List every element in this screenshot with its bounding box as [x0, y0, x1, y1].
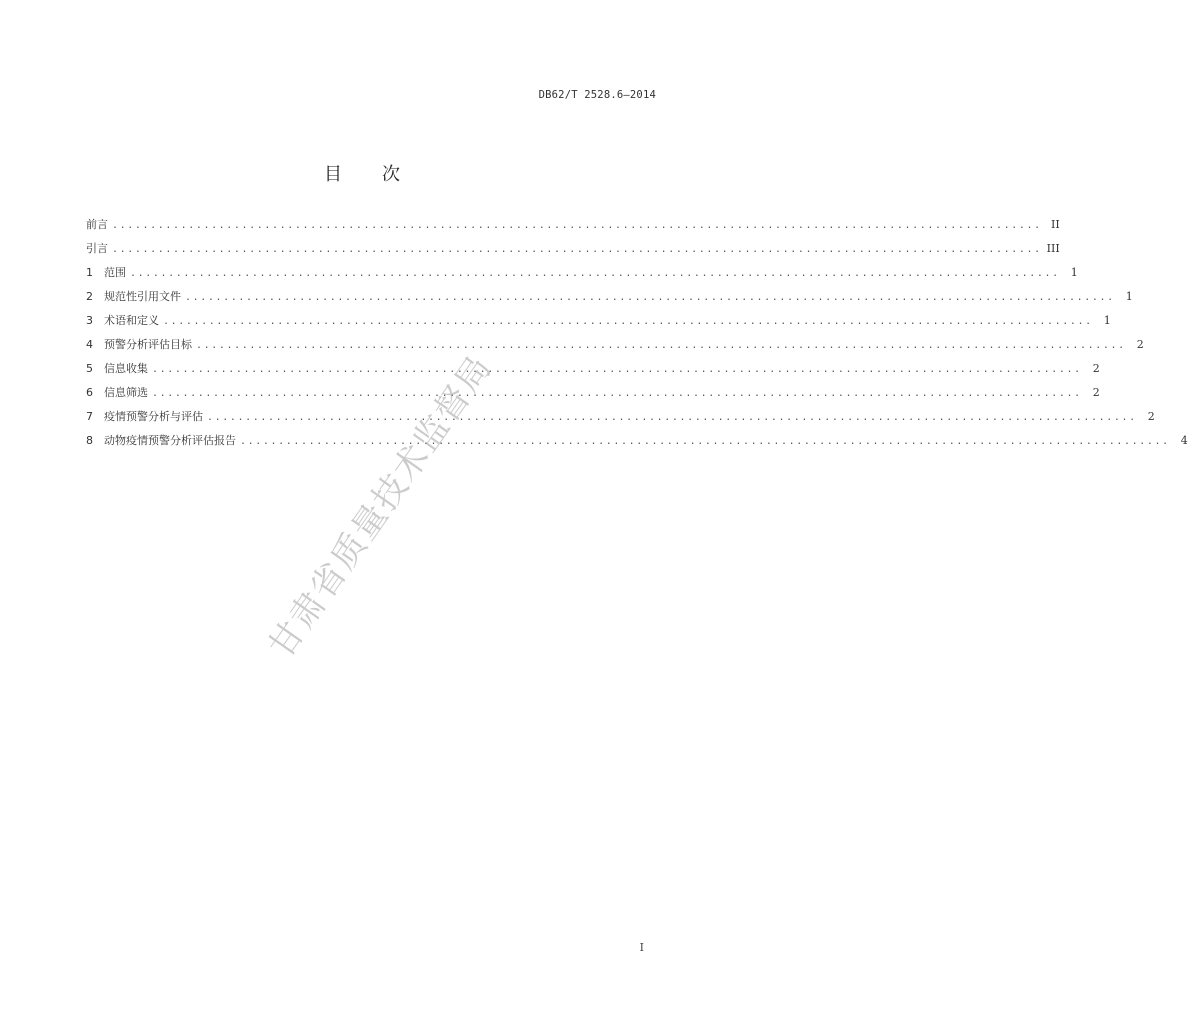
toc-entry-title: 规范性引用文件 — [104, 290, 181, 303]
toc-leader-dots: .......................................................................................................................... — [112, 220, 1042, 231]
toc-entry-title: 疫情预警分析与评估 — [104, 410, 203, 423]
toc-entry-page: 2 — [1136, 338, 1144, 351]
toc-entry-4[interactable] — [86, 336, 1144, 360]
toc-entry-title: 信息收集 — [104, 362, 148, 375]
toc-leader-dots: .......................................................................................................................... — [112, 244, 1042, 255]
document-code: DB62/T 2528.6—2014 — [538, 89, 656, 101]
toc-heading — [0, 160, 724, 186]
toc-entry-title: 信息筛选 — [104, 386, 148, 399]
toc-entry-number: 4 — [86, 338, 93, 351]
toc-entry-page: 4 — [1180, 434, 1188, 447]
toc-entry-title: 范围 — [104, 266, 126, 279]
watermark: 甘肃省质量技术监督局 — [261, 347, 501, 666]
toc-entry-1[interactable] — [86, 264, 1078, 288]
toc-entry-2[interactable] — [86, 288, 1133, 312]
toc-entry-8[interactable] — [86, 432, 1188, 456]
toc-leader-dots: .......................................................................................................................... — [185, 292, 1115, 303]
toc-entry-title: 术语和定义 — [104, 314, 159, 327]
toc-entry-number: 5 — [86, 362, 93, 375]
toc-leader-dots: .......................................................................................................................... — [207, 412, 1137, 423]
toc-entry-title: 前言 — [86, 218, 108, 231]
toc-heading-char-2: 次 — [382, 164, 400, 185]
toc-entry-page: 2 — [1092, 362, 1100, 375]
toc-heading-char-1: 目 — [324, 164, 342, 185]
toc-entry-3[interactable] — [86, 312, 1111, 336]
toc-entry-preface[interactable] — [86, 216, 1060, 240]
toc-entry-7[interactable] — [86, 408, 1155, 432]
toc-entry-number: 7 — [86, 410, 93, 423]
toc-entry-page: 1 — [1103, 314, 1111, 327]
table-of-contents — [86, 216, 1188, 456]
toc-leader-dots: .......................................................................................................................... — [130, 268, 1060, 279]
toc-entry-5[interactable] — [86, 360, 1100, 384]
toc-entry-title: 动物疫情预警分析评估报告 — [104, 434, 236, 447]
toc-leader-dots: .......................................................................................................................... — [196, 340, 1126, 351]
toc-entry-introduction[interactable] — [86, 240, 1060, 264]
toc-leader-dots: .......................................................................................................................... — [152, 388, 1082, 399]
toc-entry-page: 2 — [1147, 410, 1155, 423]
toc-entry-number: 1 — [86, 266, 93, 279]
toc-entry-title: 预警分析评估目标 — [104, 338, 192, 351]
toc-entry-number: 2 — [86, 290, 93, 303]
toc-entry-page: 1 — [1125, 290, 1133, 303]
toc-entry-number: 3 — [86, 314, 93, 327]
toc-entry-number: 8 — [86, 434, 93, 447]
toc-leader-dots: .......................................................................................................................... — [163, 316, 1093, 327]
toc-leader-dots: .......................................................................................................................... — [240, 436, 1170, 447]
toc-leader-dots: .......................................................................................................................... — [152, 364, 1082, 375]
toc-entry-page: 2 — [1092, 386, 1100, 399]
toc-entry-title: 引言 — [86, 242, 108, 255]
toc-entry-page: II — [1051, 218, 1060, 231]
toc-entry-number: 6 — [86, 386, 93, 399]
toc-entry-page: 1 — [1070, 266, 1078, 279]
toc-entry-6[interactable] — [86, 384, 1100, 408]
page-number: I — [639, 941, 644, 954]
toc-entry-page: III — [1046, 242, 1060, 255]
